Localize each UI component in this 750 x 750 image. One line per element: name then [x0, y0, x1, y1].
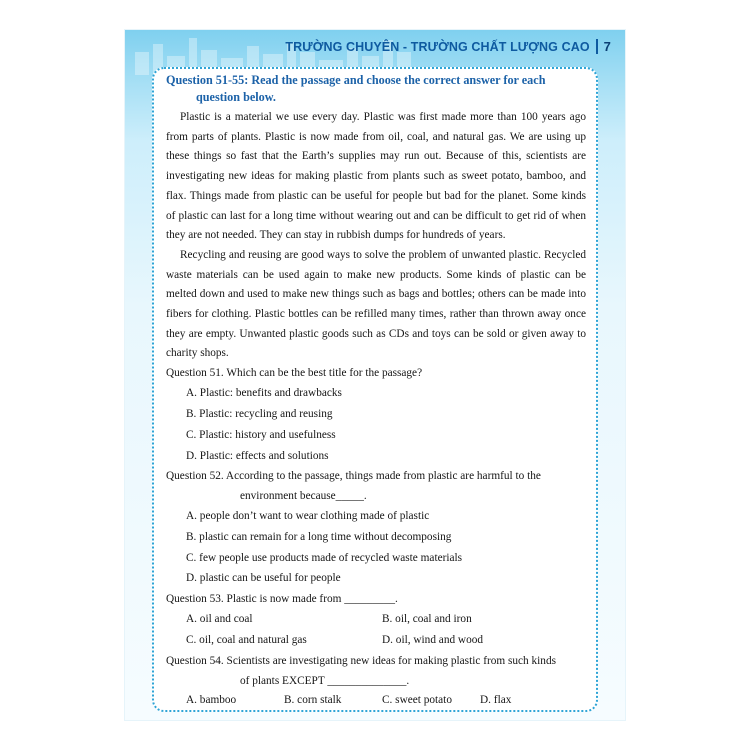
exercise-box [152, 67, 598, 712]
question-51: Question 51. Which can be the best title for the passage? [166, 367, 423, 380]
question-52 [166, 467, 586, 506]
question-54-line2: of plants EXCEPT ______________. [240, 674, 410, 687]
section-heading-line1: Question 51-55: Read the passage and choose the correct answer for each [166, 73, 546, 87]
option-53-d: D. oil, wind and wood [382, 633, 484, 646]
header-title: TRƯỜNG CHUYÊN - TRƯỜNG CHẤT LƯỢNG CAO [285, 39, 590, 54]
option-53-c: C. oil, coal and natural gas [186, 633, 307, 646]
option-54-c: C. sweet potato [382, 694, 452, 707]
page-number: 7 [603, 39, 611, 54]
option-51-b: B. Plastic: recycling and reusing [186, 407, 333, 420]
option-52-a: A. people don’t want to wear clothing made of plastic [186, 509, 430, 522]
option-52-d: D. plastic can be useful for people [186, 572, 341, 585]
question-51-options [166, 384, 586, 466]
option-51-a: A. Plastic: benefits and drawbacks [186, 386, 342, 399]
passage-paragraph-2: Recycling and reusing are good ways to solve the problem of unwanted plastic. Recycled waste materials can be used again to make new products. Some kinds of plastic can be melted down and used to make new things such as bags and bottles; others can be made into fibers for clothing. Plastic bottles can be refilled many times, rather than thrown away once they are empty. Unwanted plastic goods such as CDs and toys can be sold or given away to charity shops. [166, 248, 586, 360]
question-53: Question 53. Plastic is now made from _________. [166, 593, 398, 606]
question-52-line2: environment because_____. [240, 490, 367, 503]
header-divider [596, 39, 598, 54]
question-54-options [166, 691, 586, 712]
question-54 [166, 652, 586, 691]
option-54-d: D. flax [480, 694, 512, 707]
passage-paragraph-1: Plastic is a material we use every day. Plastic was first made more than 100 years ago from parts of plants. Plastic is now made from oil, coal, and natural gas. We are using up these things so fast that the Earth’s supplies may run out. Because of this, scientists are investigating new ideas for making plastic from plants such as sweet potato, bamboo, and flax. Things made from plastic can be useful for people but bad for the planet. Some kinds of plastic can last for a long time without wearing out and can be difficult to get rid of when they are not needed. They can stay in rubbish dumps for hundreds of years. [166, 111, 586, 242]
section-heading [166, 72, 586, 106]
option-51-c: C. Plastic: history and usefulness [186, 428, 336, 441]
question-52-options [166, 507, 586, 589]
option-51-d: D. Plastic: effects and solutions [186, 449, 329, 462]
option-52-b: B. plastic can remain for a long time without decomposing [186, 530, 452, 543]
option-52-c: C. few people use products made of recycled waste materials [186, 551, 463, 564]
option-54-a: A. bamboo [186, 694, 237, 707]
option-53-b: B. oil, coal and iron [382, 613, 472, 626]
option-53-a: A. oil and coal [186, 613, 253, 626]
exercise-content [166, 72, 586, 712]
question-52-line1: Question 52. According to the passage, things made from plastic are harmful to the [166, 470, 541, 483]
section-heading-line2: question below. [196, 90, 276, 104]
option-54-b: B. corn stalk [284, 694, 342, 707]
running-header [285, 39, 611, 54]
question-54-line1: Question 54. Scientists are investigating new ideas for making plastic from such kinds [166, 654, 556, 667]
question-53-options [166, 610, 586, 652]
book-page [125, 30, 625, 720]
